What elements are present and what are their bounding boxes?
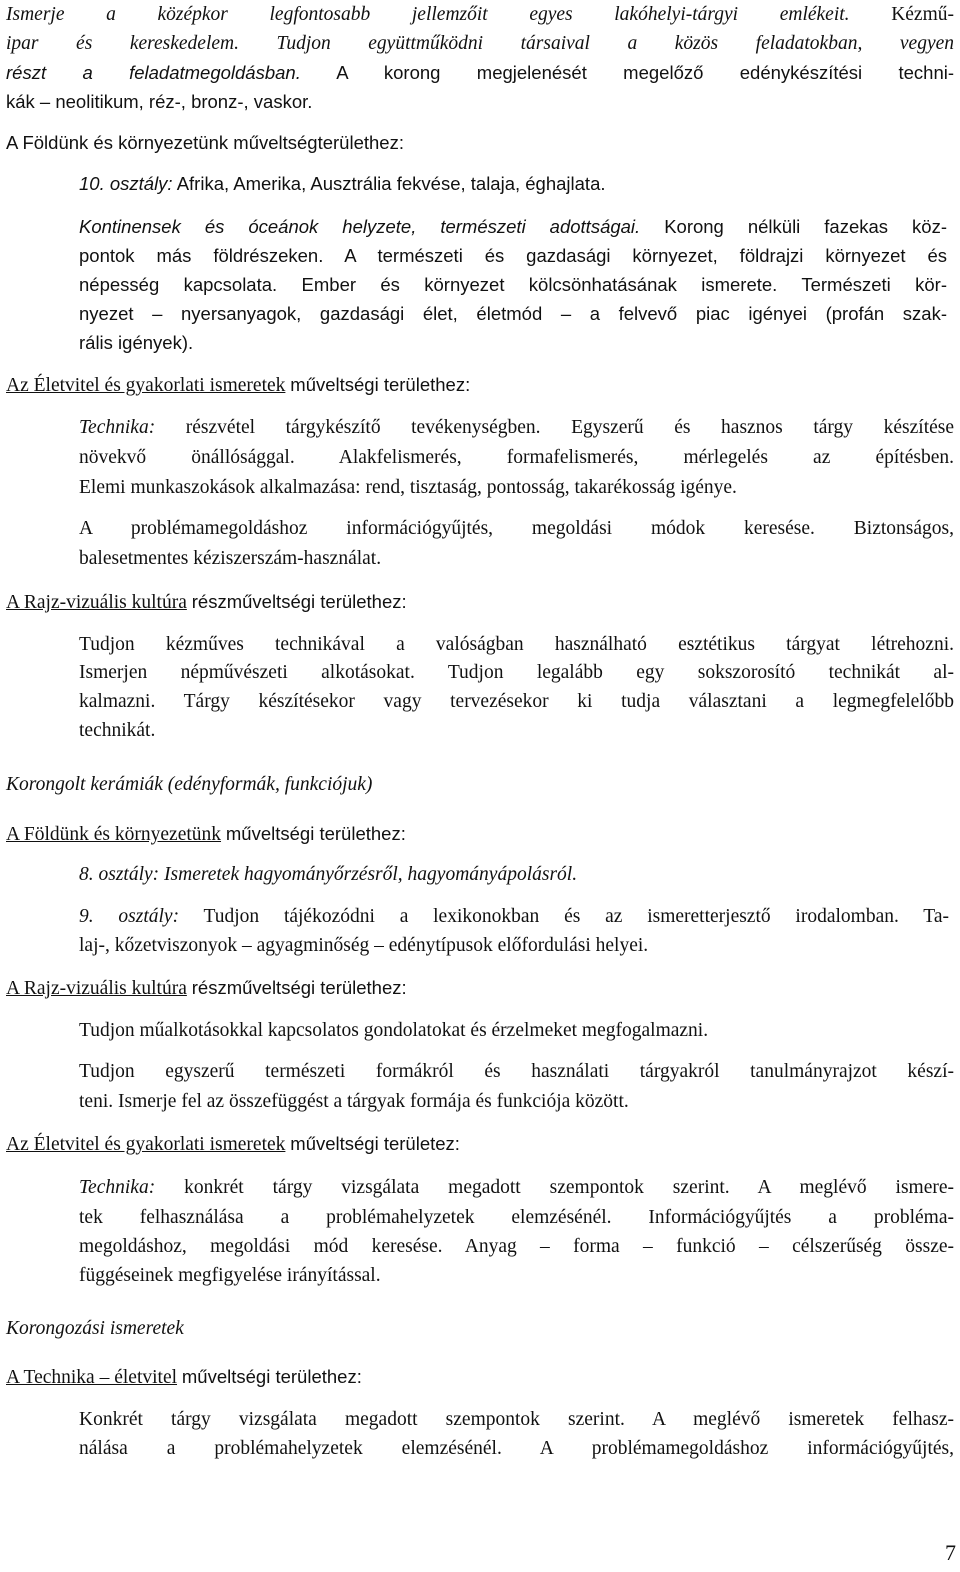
text: Konkrét tárgy vizsgálata megadott szempontok szerint. A meglévő ismeretek felhasz-	[79, 1409, 954, 1430]
text: megoldáshoz, megoldási mód keresése. Anyag – forma – funkció – célszerűség össze-	[79, 1236, 954, 1257]
section-heading	[6, 1362, 362, 1392]
paragraph-line	[79, 1057, 954, 1086]
paragraph-line	[79, 1434, 954, 1463]
text: tek felhasználása a problémahelyzetek elemzésénél. Információgyűjtés a probléma-	[79, 1207, 954, 1228]
text-italic: Kontinensek és óceánok helyzete, természeti adottságai.	[79, 216, 641, 237]
paragraph-line	[79, 413, 954, 442]
paragraph-line	[79, 1173, 954, 1202]
text: Tudjon kézműves technikával a valóságban használható esztétikus tárgyat létrehozni.	[79, 634, 954, 655]
paragraph-line	[79, 270, 947, 299]
paragraph-line	[79, 860, 577, 889]
text: népesség kapcsolata.	[79, 274, 278, 295]
paragraph-line	[79, 1232, 954, 1261]
paragraph-line	[6, 29, 954, 58]
text: nyezet – nyersanyagok, gazdasági élet, életmód – a felvevő piac igényei (profán szak-	[79, 303, 947, 324]
text: laj-, kőzetviszonyok – agyagminőség – edénytípusok előfordulási helyei.	[79, 935, 649, 956]
section-heading	[6, 819, 406, 849]
heading-area: A Földünk és környezetünk	[6, 824, 222, 845]
paragraph-line	[6, 0, 954, 29]
paragraph-line	[79, 514, 954, 543]
text: teni. Ismerje fel az összefüggést a tárgyak formája és funkciója között.	[79, 1091, 629, 1112]
text: technikát.	[79, 720, 156, 741]
text: kák – neolitikum, réz-, bronz-, vaskor.	[6, 91, 313, 112]
text: részvétel tárgykészítő tevékenységben. Egyszerű és hasznos tárgy készítése	[185, 417, 955, 438]
paragraph-line	[79, 658, 954, 687]
section-title	[6, 770, 372, 799]
paragraph-line	[79, 1087, 629, 1116]
text: Tudjon tájékozódni a lexikonokban és az ismeretterjesztő irodalomban. Ta-	[203, 906, 949, 927]
heading-suffix: műveltségi területez:	[290, 1133, 460, 1154]
paragraph-line	[79, 299, 947, 328]
text-italic: Technika:	[79, 1177, 156, 1198]
text: Tudjon műalkotásokkal kapcsolatos gondolatokat és érzelmeket megfogalmazni.	[79, 1020, 709, 1041]
section-heading	[6, 128, 404, 157]
text: konkrét tárgy vizsgálata megadott szempontok szerint. A meglévő ismere-	[184, 1177, 954, 1198]
text-italic: részt a feladatmegoldásban.	[6, 62, 301, 83]
grade-label: 9. osztály:	[79, 906, 180, 927]
section-heading	[6, 1129, 460, 1159]
heading-area: A Rajz-vizuális kultúra	[6, 592, 187, 613]
paragraph-line	[79, 212, 947, 241]
text: Afrika, Amerika, Ausztrália fekvése, talaja, éghajlata.	[176, 173, 606, 194]
heading-suffix: műveltségi területhez:	[225, 823, 406, 844]
heading-suffix: részműveltségi területhez:	[191, 591, 407, 612]
paragraph-line	[79, 443, 954, 472]
text: Korong nélküli fazekas köz-	[664, 216, 947, 237]
text: rális igények).	[79, 332, 194, 353]
paragraph-line	[79, 328, 193, 357]
paragraph-line	[6, 87, 312, 116]
paragraph-line	[79, 931, 648, 960]
paragraph-line	[79, 687, 954, 716]
text: Kézmű-	[891, 4, 954, 25]
paragraph-line	[6, 58, 954, 87]
text-italic: Korongolt kerámiák (edényformák, funkciójuk)	[6, 774, 373, 795]
text: A természeti és gazdasági környezet, földrajzi környezet és	[344, 245, 947, 266]
text: Ismerjen népművészeti alkotásokat. Tudjon legalább egy sokszorosító technikát al-	[79, 662, 954, 683]
text: kalmazni. Tárgy készítésekor vagy tervezésekor ki tudja választani a legmegfelelőbb	[79, 691, 954, 712]
grade-label: 10. osztály:	[79, 173, 173, 194]
text: Tudjon egyszerű természeti formákról és használati tárgyakról tanulmányrajzot készí-	[79, 1061, 954, 1082]
text: Ember és környezet kölcsönhatásának ismerete.	[301, 274, 778, 295]
paragraph-line	[79, 1405, 954, 1434]
paragraph-line	[79, 169, 606, 198]
text: A korong megjelenését megelőző edénykészítési techni-	[336, 62, 954, 83]
heading-area: Az Életvitel és gyakorlati ismeretek	[6, 1134, 286, 1155]
paragraph-line	[79, 1261, 381, 1290]
section-title	[6, 1314, 184, 1343]
text: balesetmentes kéziszerszám-használat.	[79, 548, 382, 569]
text: függéseinek megfigyelése irányítással.	[79, 1265, 381, 1286]
text: nálása a problémahelyzetek elemzésénél. A problémamegoldáshoz információgyűjtés,	[79, 1438, 954, 1459]
text: Természeti kör-	[801, 274, 947, 295]
text: növekvő önállósággal. Alakfelismerés, formafelismerés, mérlegelés az építésben.	[79, 447, 954, 468]
text-italic: 8. osztály: Ismeretek hagyományőrzésről, hagyományápolásról.	[79, 864, 578, 885]
text: pontok más földrészeken.	[79, 245, 324, 266]
paragraph-line	[79, 1016, 708, 1045]
paragraph-line	[79, 630, 954, 659]
text-italic: Ismerje a középkor legfontosabb jellemzőit egyes lakóhelyi-tárgyi emlékeit.	[6, 4, 850, 25]
heading-area: A Földünk és környezetünk	[6, 132, 229, 153]
paragraph-line	[79, 902, 949, 931]
section-heading	[6, 370, 470, 400]
text-italic: ipar és kereskedelem.	[6, 33, 239, 54]
paragraph-line	[79, 473, 737, 502]
paragraph-line	[79, 1203, 954, 1232]
text: A problémamegoldáshoz információgyűjtés, megoldási módok keresése. Biztonságos,	[79, 518, 954, 539]
heading-area: A Rajz-vizuális kultúra	[6, 978, 187, 999]
text: Elemi munkaszokások alkalmazása: rend, tisztaság, pontosság, takarékosság igénye.	[79, 477, 737, 498]
heading-suffix: műveltségterülethez:	[233, 132, 404, 153]
text-italic: Tudjon együttműködni társaival a közös feladatokban, vegyen	[276, 33, 954, 54]
section-heading	[6, 587, 407, 617]
paragraph-line	[79, 241, 947, 270]
text-italic: Technika:	[79, 417, 156, 438]
page-number: 7	[945, 1540, 956, 1565]
section-heading	[6, 973, 407, 1003]
heading-area: A Technika – életvitel	[6, 1367, 178, 1388]
paragraph-line	[79, 544, 381, 573]
heading-suffix: részműveltségi területhez:	[191, 977, 407, 998]
paragraph-line	[79, 716, 155, 745]
heading-area: Az Életvitel és gyakorlati ismeretek	[6, 375, 286, 396]
text-italic: Korongozási ismeretek	[6, 1318, 184, 1339]
heading-suffix: műveltségi területhez:	[181, 1366, 362, 1387]
heading-suffix: műveltségi területhez:	[290, 374, 471, 395]
